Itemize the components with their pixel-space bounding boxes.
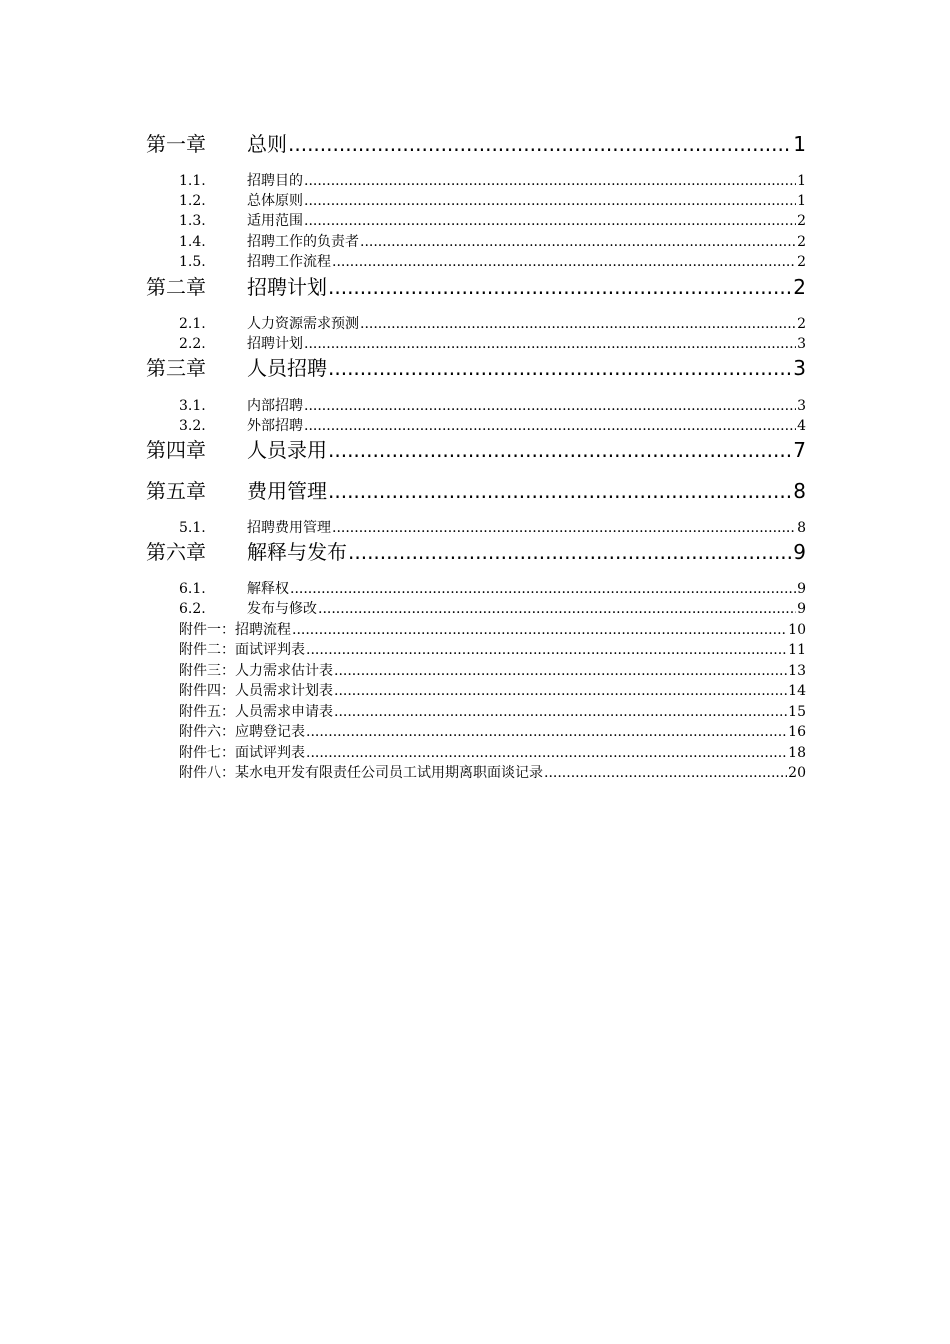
section-title: 招聘工作的负责者 (247, 234, 359, 250)
section-title: 发布与修改 (247, 601, 317, 617)
dot-leader (304, 192, 796, 210)
dot-leader (304, 335, 796, 353)
section-number: 6.2. (179, 601, 206, 617)
toc-appendix-7[interactable] (179, 744, 806, 762)
dot-leader (306, 641, 787, 659)
toc-section-1-3[interactable] (179, 212, 806, 230)
toc-appendix-8[interactable] (179, 764, 806, 782)
section-number: 6.1. (179, 581, 206, 597)
dot-leader (328, 437, 792, 463)
section-title: 招聘费用管理 (247, 520, 331, 536)
page-number: 1 (797, 193, 806, 209)
dot-leader (544, 764, 787, 782)
section-title: 总体原则 (247, 193, 303, 209)
dot-leader (334, 662, 787, 680)
toc-section-5-1[interactable] (179, 519, 806, 537)
toc-section-6-1[interactable] (179, 580, 806, 598)
toc-section-1-2[interactable] (179, 192, 806, 210)
toc-section-1-5[interactable] (179, 253, 806, 271)
page-number: 3 (793, 356, 806, 380)
page-number: 20 (788, 765, 806, 781)
appendix-title: 附件六：应聘登记表 (179, 724, 305, 740)
chapter-title: 费用管理 (247, 479, 327, 503)
page-number: 4 (797, 418, 806, 434)
appendix-title: 附件七：面试评判表 (179, 745, 305, 761)
page-number: 9 (797, 601, 806, 617)
dot-leader (334, 703, 787, 721)
dot-leader (306, 744, 787, 762)
page-number: 8 (797, 520, 806, 536)
appendix-title: 附件一：招聘流程 (179, 622, 291, 638)
toc-chapter-1[interactable] (146, 131, 806, 157)
section-title: 内部招聘 (247, 398, 303, 414)
toc-appendix-3[interactable] (179, 662, 806, 680)
page-number: 13 (788, 663, 806, 679)
page-number: 1 (793, 132, 806, 156)
page-number: 2 (793, 275, 806, 299)
chapter-number: 第一章 (146, 132, 206, 156)
dot-leader (332, 253, 796, 271)
dot-leader (334, 682, 787, 700)
dot-leader (290, 580, 796, 598)
section-number: 1.4. (179, 234, 206, 250)
dot-leader (288, 131, 792, 157)
dot-leader (304, 417, 796, 435)
appendix-title: 附件五：人员需求申请表 (179, 704, 333, 720)
section-number: 3.2. (179, 418, 206, 434)
toc-chapter-6[interactable] (146, 539, 806, 565)
page-number: 11 (788, 642, 806, 658)
section-title: 解释权 (247, 581, 289, 597)
appendix-title: 附件八：某水电开发有限责任公司员工试用期离职面谈记录 (179, 765, 543, 781)
section-number: 1.1. (179, 173, 206, 189)
page-number: 9 (793, 540, 806, 564)
chapter-number: 第四章 (146, 438, 206, 462)
chapter-title: 招聘计划 (247, 275, 327, 299)
page-number: 9 (797, 581, 806, 597)
page-number: 7 (793, 438, 806, 462)
appendix-title: 附件二：面试评判表 (179, 642, 305, 658)
toc-section-2-2[interactable] (179, 335, 806, 353)
page-number: 14 (788, 683, 806, 699)
dot-leader (348, 539, 792, 565)
page-number: 2 (797, 316, 806, 332)
dot-leader (360, 233, 796, 251)
toc-chapter-2[interactable] (146, 274, 806, 300)
toc-appendix-6[interactable] (179, 723, 806, 741)
page-number: 18 (788, 745, 806, 761)
dot-leader (360, 315, 796, 333)
toc-chapter-4[interactable] (146, 437, 806, 463)
dot-leader (328, 274, 792, 300)
dot-leader (332, 519, 796, 537)
toc-appendix-1[interactable] (179, 621, 806, 639)
section-number: 1.5. (179, 254, 206, 270)
toc-section-1-1[interactable] (179, 172, 806, 190)
chapter-title: 解释与发布 (247, 540, 347, 564)
page-number: 2 (797, 234, 806, 250)
toc-chapter-3[interactable] (146, 355, 806, 381)
section-number: 3.1. (179, 398, 206, 414)
page-number: 2 (797, 254, 806, 270)
dot-leader (328, 478, 792, 504)
toc-section-3-1[interactable] (179, 397, 806, 415)
page-number: 1 (797, 173, 806, 189)
appendix-title: 附件三：人力需求估计表 (179, 663, 333, 679)
section-number: 5.1. (179, 520, 206, 536)
page-number: 8 (793, 479, 806, 503)
dot-leader (328, 355, 792, 381)
section-number: 2.1. (179, 316, 206, 332)
toc-appendix-5[interactable] (179, 703, 806, 721)
toc-chapter-5[interactable] (146, 478, 806, 504)
page-number: 3 (797, 336, 806, 352)
page-number: 15 (788, 704, 806, 720)
chapter-number: 第五章 (146, 479, 206, 503)
toc-appendix-2[interactable] (179, 641, 806, 659)
dot-leader (292, 621, 787, 639)
toc-section-2-1[interactable] (179, 315, 806, 333)
appendix-title: 附件四：人员需求计划表 (179, 683, 333, 699)
toc-section-1-4[interactable] (179, 233, 806, 251)
section-title: 人力资源需求预测 (247, 316, 359, 332)
dot-leader (318, 600, 796, 618)
page-number: 16 (788, 724, 806, 740)
dot-leader (304, 172, 796, 190)
section-title: 招聘工作流程 (247, 254, 331, 270)
toc-section-6-2[interactable] (179, 600, 806, 618)
dot-leader (304, 212, 796, 230)
page-number: 3 (797, 398, 806, 414)
chapter-number: 第三章 (146, 356, 206, 380)
toc-appendix-4[interactable] (179, 682, 806, 700)
dot-leader (306, 723, 787, 741)
section-title: 招聘计划 (247, 336, 303, 352)
chapter-title: 人员招聘 (247, 356, 327, 380)
section-title: 适用范围 (247, 213, 303, 229)
chapter-number: 第六章 (146, 540, 206, 564)
section-title: 招聘目的 (247, 173, 303, 189)
page-number: 10 (788, 622, 806, 638)
toc-section-3-2[interactable] (179, 417, 806, 435)
section-number: 1.2. (179, 193, 206, 209)
page-number: 2 (797, 213, 806, 229)
chapter-title: 总则 (247, 132, 287, 156)
chapter-number: 第二章 (146, 275, 206, 299)
chapter-title: 人员录用 (247, 438, 327, 462)
section-title: 外部招聘 (247, 418, 303, 434)
section-number: 1.3. (179, 213, 206, 229)
dot-leader (304, 397, 796, 415)
section-number: 2.2. (179, 336, 206, 352)
